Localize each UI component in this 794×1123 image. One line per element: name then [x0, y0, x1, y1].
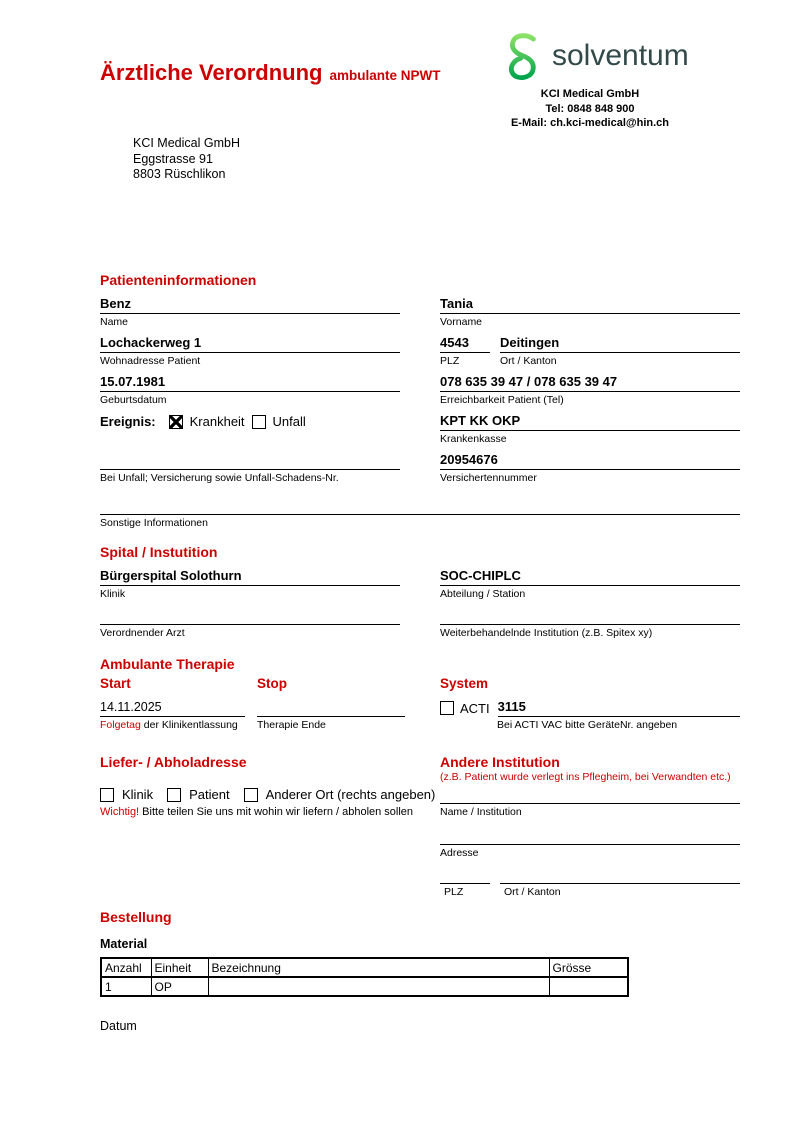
plz-label: PLZ [440, 355, 460, 367]
col-header-einheit: Einheit [151, 958, 208, 977]
vorname-field[interactable]: Tania [440, 296, 740, 314]
erreichbarkeit-label: Erreichbarkeit Patient (Tel) [440, 394, 564, 406]
therapie-grid [100, 676, 740, 738]
acti-checkbox[interactable] [440, 701, 454, 715]
stop-date-field[interactable] [257, 699, 405, 717]
stop-heading: Stop [257, 676, 287, 691]
form-title: Ärztliche Verordnung [100, 60, 323, 85]
start-label [100, 717, 245, 732]
wichtig-note [100, 805, 440, 819]
cell-einheit[interactable]: OP [151, 977, 208, 996]
klinik-checkbox[interactable] [100, 788, 114, 802]
arzt-label: Verordnender Arzt [100, 627, 185, 639]
wohnadresse-label: Wohnadresse Patient [100, 355, 201, 367]
field-krankenkasse [440, 413, 740, 446]
field-vorname [440, 296, 740, 329]
name-label: Name [100, 316, 129, 328]
krankenkasse-field[interactable]: KPT KK OKP [440, 413, 740, 431]
unfall-nr-field[interactable] [100, 452, 400, 470]
liefer-checkbox-row [100, 787, 440, 802]
cell-groesse[interactable] [549, 977, 628, 996]
field-erreichbarkeit [440, 374, 740, 407]
patient-checkbox-label: Patient [189, 787, 230, 802]
andere-institution-col [440, 754, 740, 905]
sonstige-field[interactable] [100, 497, 740, 515]
andere-section-heading: Andere Institution [440, 754, 560, 770]
form-title-row [100, 60, 441, 86]
start-label-red: Folgetag [100, 719, 141, 731]
field-abteilung [440, 568, 740, 601]
weiterbehandelnd-field[interactable] [440, 607, 740, 625]
form-body [100, 272, 740, 1033]
ort-field[interactable]: Deitingen [500, 335, 740, 353]
spital-section-heading: Spital / Instutition [100, 544, 218, 560]
name-field[interactable]: Benz [100, 296, 400, 314]
plz-field[interactable]: 4543 [440, 335, 490, 353]
unfall-checkbox[interactable] [252, 415, 266, 429]
field-andere-name [440, 786, 740, 819]
klinik-checkbox-label: Klinik [122, 787, 154, 802]
spital-fields-grid [100, 568, 740, 646]
andere-subnote: (z.B. Patient wurde verlegt ins Pflegheim, bei Verwandten etc.) [440, 771, 731, 783]
field-stop [257, 699, 405, 732]
sender-company: KCI Medical GmbH [133, 136, 240, 150]
unfall-checkbox-label: Unfall [272, 414, 306, 429]
weiterbehandelnd-label: Weiterbehandelnde Institution (z.B. Spitex xy) [440, 627, 653, 639]
lower-grid [100, 754, 740, 905]
system-heading: System [440, 676, 489, 691]
andere-adresse-field[interactable] [440, 825, 740, 845]
col-header-anzahl: Anzahl [101, 958, 151, 977]
sender-address [133, 136, 240, 183]
field-andere-adresse [440, 825, 740, 860]
field-wohnadresse [100, 335, 400, 368]
field-plz [440, 335, 490, 368]
start-heading: Start [100, 676, 131, 691]
therapie-stop-col [257, 676, 405, 738]
field-geburtsdatum [100, 374, 400, 407]
therapie-start-col [100, 676, 245, 738]
sender-city: 8803 Rüschlikon [133, 167, 226, 181]
field-sonstige [100, 497, 740, 530]
liefer-col [100, 754, 440, 905]
field-ort [500, 335, 740, 368]
klinik-label: Klinik [100, 588, 126, 600]
erreichbarkeit-field[interactable]: 078 635 39 47 / 078 635 39 47 [440, 374, 740, 392]
abteilung-label: Abteilung / Station [440, 588, 526, 600]
col-header-groesse: Grösse [549, 958, 628, 977]
andere-ort-label: Ort / Kanton [504, 886, 561, 898]
field-name [100, 296, 400, 329]
wichtig-word: Wichtig! [100, 806, 140, 818]
form-subtitle: ambulante NPWT [329, 68, 441, 83]
sender-street: Eggstrasse 91 [133, 151, 213, 166]
field-andere-ort [500, 866, 740, 899]
krankheit-checkbox-label: Krankheit [189, 414, 245, 429]
material-table [100, 957, 629, 997]
vorname-label: Vorname [440, 316, 483, 328]
contact-company: KCI Medical GmbH [540, 88, 640, 100]
sonstige-label: Sonstige Informationen [100, 517, 208, 529]
andere-plz-field[interactable] [440, 866, 490, 884]
col-header-bezeichnung: Bezeichnung [208, 958, 549, 977]
system-label: Bei ACTI VAC bitte GeräteNr. angeben [497, 719, 678, 731]
versichertennummer-field[interactable]: 20954676 [440, 452, 740, 470]
start-date-field[interactable]: 14.11.2025 [100, 699, 245, 717]
cell-bezeichnung[interactable] [208, 977, 549, 996]
material-table-header-row [101, 958, 628, 977]
ereignis-row [100, 413, 400, 430]
contact-block [440, 87, 740, 131]
arzt-field[interactable] [100, 607, 400, 625]
andere-plz-ort-row [440, 866, 740, 905]
stop-label: Therapie Ende [257, 719, 326, 731]
unfall-nr-label: Bei Unfall; Versicherung sowie Unfall-Schadens-Nr. [100, 472, 339, 484]
field-start [100, 699, 245, 732]
plz-ort-row [440, 335, 740, 374]
field-arzt [100, 607, 400, 640]
solventum-s-icon [503, 33, 543, 82]
klinik-field[interactable]: Bürgerspital Solothurn [100, 568, 400, 586]
field-unfall-nr [100, 452, 400, 485]
field-versichertennummer [440, 452, 740, 485]
abteilung-field[interactable]: SOC-CHIPLC [440, 568, 740, 586]
wohnadresse-field[interactable]: Lochackerweg 1 [100, 335, 400, 353]
patient-checkbox[interactable] [167, 788, 181, 802]
solventum-logo [503, 33, 689, 82]
liefer-section-heading: Liefer- / Abholadresse [100, 754, 247, 770]
start-label-rest: der Klinikentlassung [140, 719, 238, 731]
geburtsdatum-label: Geburtsdatum [100, 394, 167, 406]
anderer-ort-checkbox[interactable] [244, 788, 258, 802]
wichtig-text: Bitte teilen Sie uns mit wohin wir liefern / abholen sollen [139, 806, 414, 818]
therapie-section-heading: Ambulante Therapie [100, 656, 235, 672]
datum-label: Datum [100, 1019, 137, 1033]
geburtsdatum-field[interactable]: 15.07.1981 [100, 374, 400, 392]
system-device-field[interactable]: 3115 [498, 699, 740, 717]
versichertennummer-label: Versichertennummer [440, 472, 537, 484]
ereignis-label: Ereignis: [100, 414, 156, 429]
solventum-wordmark: solventum [552, 38, 689, 72]
patient-fields-grid [100, 296, 740, 491]
contact-email: E-Mail: ch.kci-medical@hin.ch [510, 117, 670, 129]
field-weiterbehandelnd [440, 607, 740, 640]
krankheit-checkbox[interactable] [169, 415, 183, 429]
material-label: Material [100, 937, 148, 951]
cell-anzahl[interactable]: 1 [101, 977, 151, 996]
acti-checkbox-label: ACTI [460, 700, 490, 716]
krankenkasse-label: Krankenkasse [440, 433, 507, 445]
andere-adresse-label: Adresse [440, 847, 479, 859]
bestellung-section-heading: Bestellung [100, 909, 172, 925]
contact-tel: Tel: 0848 848 900 [545, 102, 635, 115]
material-table-row [101, 977, 628, 996]
andere-name-label: Name / Institution [440, 806, 522, 818]
therapie-system-col [417, 676, 740, 738]
ort-label: Ort / Kanton [500, 355, 557, 367]
field-ereignis [100, 413, 400, 446]
field-andere-plz [440, 866, 490, 899]
anderer-ort-checkbox-label: Anderer Ort (rechts angeben) [265, 787, 436, 802]
system-row [440, 699, 740, 717]
andere-ort-field[interactable] [500, 866, 740, 884]
patient-section-heading: Patienteninformationen [100, 272, 257, 288]
andere-name-field[interactable] [440, 786, 740, 804]
andere-plz-label: PLZ [444, 886, 464, 898]
field-klinik [100, 568, 400, 601]
